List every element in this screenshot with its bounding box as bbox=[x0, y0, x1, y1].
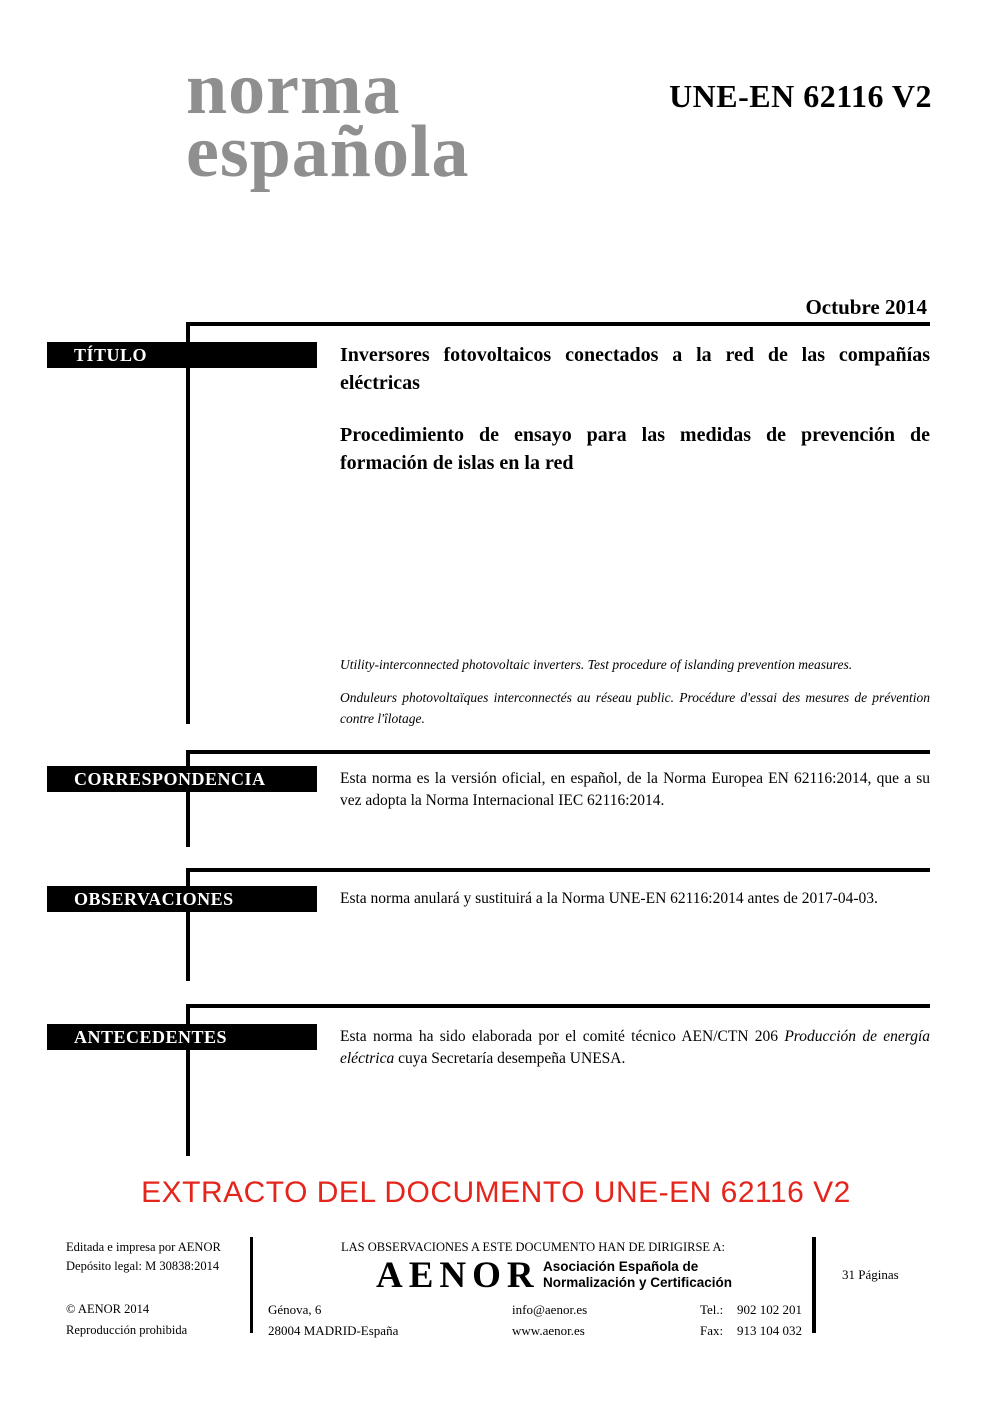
correspondencia-label: CORRESPONDENCIA bbox=[47, 766, 317, 792]
contact-website: www.aenor.es bbox=[512, 1323, 585, 1338]
aenor-desc-line-2: Normalización y Certificación bbox=[543, 1275, 733, 1290]
footer-address bbox=[268, 1299, 398, 1341]
antecedentes-text bbox=[340, 1026, 930, 1070]
antecedentes-text-end: cuya Secretaría desempeña UNESA. bbox=[394, 1050, 626, 1067]
titulo-top-rule bbox=[187, 322, 930, 326]
logo-line-1: norma bbox=[186, 48, 401, 130]
footer-contact-web bbox=[512, 1299, 587, 1341]
footer-imprint bbox=[66, 1238, 221, 1276]
antecedentes-top-rule bbox=[187, 1004, 930, 1008]
correspondencia-left-rule bbox=[186, 750, 190, 847]
antecedentes-label: ANTECEDENTES bbox=[47, 1024, 317, 1050]
aenor-logo-description bbox=[543, 1259, 732, 1291]
correspondencia-text: Esta norma es la versión oficial, en español, de la Norma Europea EN 62116:2014, que a su vez adopta la Norma Internacional IEC 62116:2014. bbox=[340, 770, 930, 809]
footer-copyright bbox=[66, 1299, 187, 1341]
publication-date: Octubre 2014 bbox=[805, 295, 927, 319]
imprint-legal-deposit: Depósito legal: M 30838:2014 bbox=[66, 1259, 220, 1273]
footer-notice: LAS OBSERVACIONES A ESTE DOCUMENTO HAN DE DIRIGIRSE A: bbox=[341, 1240, 725, 1254]
title-english-translation: Utility-interconnected photovoltaic inverters. Test procedure of islanding prevention measures. bbox=[340, 657, 853, 672]
aenor-desc-line-1: Asociación Española de bbox=[543, 1259, 699, 1274]
title-paragraph-1: Inversores fotovoltaicos conectados a la red de las compañías eléctricas bbox=[340, 344, 930, 394]
imprint-publisher: Editada e impresa por AENOR bbox=[66, 1240, 221, 1254]
title-paragraph-2: Procedimiento de ensayo para las medidas de prevención de formación de islas en la red bbox=[340, 424, 930, 474]
norma-espanola-logo bbox=[186, 48, 470, 193]
footer-divider-right bbox=[812, 1237, 816, 1333]
observaciones-left-rule bbox=[186, 868, 190, 981]
copyright-line: © AENOR 2014 bbox=[66, 1302, 150, 1316]
page-count: 31 Páginas bbox=[842, 1267, 899, 1282]
extracto-banner: EXTRACTO DEL DOCUMENTO UNE-EN 62116 V2 bbox=[141, 1176, 851, 1209]
antecedentes-text-start: Esta norma ha sido elaborada por el comité técnico AEN/CTN 206 bbox=[340, 1028, 785, 1045]
address-city: 28004 MADRID-España bbox=[268, 1323, 399, 1338]
title-french-translation: Onduleurs photovoltaïques interconnectés au réseau public. Procédure d'essai des mesures de prévention contre l'îlotage. bbox=[340, 690, 930, 726]
correspondencia-top-rule bbox=[187, 750, 930, 754]
antecedentes-committee-name: Producción de energía eléctrica bbox=[340, 1028, 930, 1067]
tel-row bbox=[700, 1299, 802, 1320]
titulo-label: TÍTULO bbox=[47, 342, 317, 368]
observaciones-top-rule bbox=[187, 868, 930, 872]
observaciones-label: OBSERVACIONES bbox=[47, 886, 317, 912]
footer-telfax bbox=[700, 1299, 802, 1341]
titulo-left-rule bbox=[186, 322, 190, 724]
tel-label: Tel.: bbox=[700, 1302, 724, 1317]
reproduction-line: Reproducción prohibida bbox=[66, 1323, 188, 1337]
observaciones-text: Esta norma anulará y sustituirá a la Norma UNE-EN 62116:2014 antes de 2017-04-03. bbox=[340, 890, 878, 907]
address-street: Génova, 6 bbox=[268, 1302, 322, 1317]
fax-row bbox=[700, 1320, 802, 1341]
contact-email: info@aenor.es bbox=[512, 1302, 588, 1317]
logo-line-2: española bbox=[186, 111, 470, 193]
document-code: UNE-EN 62116 V2 bbox=[669, 78, 932, 114]
footer-divider-left bbox=[250, 1237, 253, 1333]
tel-value: 902 102 201 bbox=[737, 1302, 802, 1317]
fax-value: 913 104 032 bbox=[737, 1323, 802, 1338]
fax-label: Fax: bbox=[700, 1323, 724, 1338]
aenor-logo: AENOR bbox=[376, 1255, 540, 1296]
